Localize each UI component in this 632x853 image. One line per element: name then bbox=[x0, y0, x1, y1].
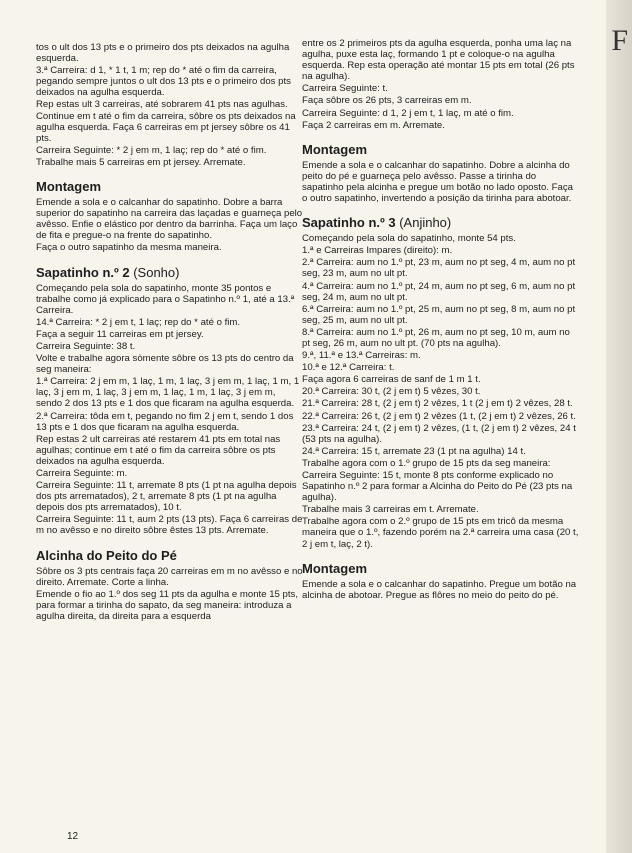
paragraph: 1.ª Carreira: 2 j em m, 1 laç, 1 m, 1 laç, 3 j em m, 1 laç, 1 m, 1 laç, 3 j em m, 1 laç, 3 j em m, 1 laç, 1 m, 1 laç, 3 j em m, sendo 2 dos 13 pts e 1 dos que ficaram na agulha esquerda. bbox=[36, 376, 300, 410]
page-number: 12 bbox=[67, 831, 79, 842]
paragraph: 4.ª Carreira: aum no 1.º pt, 24 m, aum no pt seg, 6 m, aum no pt seg, 24 m, aum no ult pt. bbox=[302, 280, 576, 303]
paragraph: Faça 2 carreiras em m. Arremate. bbox=[302, 119, 445, 131]
paragraph: Carreira Seguinte: 11 t, arremate 8 pts (1 pt na agulha depois dos pts arrematados), 2 t, arremate 8 pts (1 pt na agulha depois dos pts arrematados), 10 t. bbox=[36, 480, 297, 514]
paragraph: Carreira Seguinte: * 2 j em m, 1 laç; rep do * até o fim. bbox=[36, 144, 267, 156]
section-heading-alcinha: Alcinha do Peito do Pé bbox=[36, 547, 177, 563]
paragraph: Carreira Seguinte: 15 t, monte 8 pts conforme explicado no Sapatinho n.º 2 para formar a Alcinha do Peito do Pé (23 pts na agulha). bbox=[302, 470, 573, 504]
right-column bbox=[302, 38, 580, 602]
paragraph: 2.ª Carreira: tôda em t, pegando no fim 2 j em t, sendo 1 dos 13 pts e 1 dos que ficaram na agulha esquerda. bbox=[36, 410, 294, 433]
paragraph: Trabalhe mais 5 carreiras em pt jersey. Arremate. bbox=[36, 156, 246, 168]
paragraph: Carreira Seguinte: d 1, 2 j em t, 1 laç, m até o fim. bbox=[302, 107, 514, 119]
paragraph: Carreira Seguinte: t. bbox=[302, 83, 388, 95]
paragraph: Rep estas ult 3 carreiras, até sobrarem 41 pts nas agulhas. Continue em t até o fim da carreira, sôbre os pts deixados na agulha esquerda. Faça 6 carreiras em pt jersey sôbre os 41 pts. bbox=[36, 99, 296, 144]
paragraph: Começando pela sola do sapatinho, monte 54 pts. bbox=[302, 233, 516, 245]
paragraph: Faça o outro sapatinho da mesma maneira. bbox=[36, 242, 222, 254]
paragraph: 8.ª Carreira: aum no 1.º pt, 26 m, aum no pt seg, 10 m, aum no pt seg, 26 m, aum no ult pt. (70 pts na agulha). bbox=[302, 326, 570, 349]
section-heading-sapatinho-3 bbox=[302, 215, 580, 230]
paragraph: 24.ª Carreira: 15 t, arremate 23 (1 pt na agulha) 14 t. bbox=[302, 445, 526, 457]
section-heading-sapatinho-2 bbox=[36, 265, 304, 280]
paragraph: Sôbre os 3 pts centrais faça 20 carreiras em m no avêsso e no direito. Arremate. Corte a linha. bbox=[36, 565, 303, 588]
heading-title: Sapatinho n.º 2 bbox=[36, 264, 130, 280]
paragraph: tos o ult dos 13 pts e o primeiro dos pts deixados na agulha esquerda. bbox=[36, 42, 290, 65]
paragraph: Trabalhe agora com o 1.º grupo de 15 pts da seg maneira: bbox=[302, 457, 551, 469]
paragraph: Emende a sola e o calcanhar do sapatinho. Pregue um botão na alcinha de abotoar. Pregue as flôres no meio do peito do pé. bbox=[302, 578, 577, 601]
heading-subtitle: (Sonho) bbox=[133, 264, 180, 280]
adjacent-page-edge bbox=[606, 0, 632, 853]
paragraph: Emende o fio ao 1.º dos seg 11 pts da agulha e monte 15 pts, para formar a tirinha do sapato, da seg maneira: introduza a agulha direita, da direita para a esquerda bbox=[36, 588, 299, 622]
paragraph: 1.ª e Carreiras Impares (direito): m. bbox=[302, 245, 453, 257]
paragraph: Carreira Seguinte: 38 t. bbox=[36, 340, 136, 352]
paragraph: Faça sôbre os 26 pts, 3 carreiras em m. bbox=[302, 95, 472, 107]
paragraph: 3.ª Carreira: d 1, * 1 t, 1 m; rep do * até o fim da carreira, pegando sempre juntos o ult dos 13 pts e o primeiro dos pts deixados na agulha esquerda. bbox=[36, 65, 291, 99]
heading-subtitle: (Anjinho) bbox=[399, 215, 452, 231]
section-heading-montagem: Montagem bbox=[302, 141, 367, 157]
paragraph: Carreira Seguinte: 11 t, aum 2 pts (13 pts). Faça 6 carreiras de m no avêsso e no direito sôbre êstes 13 pts. Arremate. bbox=[36, 514, 303, 537]
paragraph: Rep estas 2 ult carreiras até restarem 41 pts em total nas agulhas; continue em t até o fim da carreira sôbre os pts deixados na agulha esquerda. bbox=[36, 433, 281, 467]
paragraph: 14.ª Carreira: * 2 j em t, 1 laç; rep do * até o fim. bbox=[36, 316, 241, 328]
section-heading-montagem: Montagem bbox=[36, 179, 101, 195]
paragraph: 9.ª, 11.ª e 13.ª Carreiras: m. bbox=[302, 350, 421, 362]
left-column bbox=[36, 42, 304, 623]
paragraph: Trabalhe agora com o 2.º grupo de 15 pts em tricô da mesma maneira que o 1.º, fazendo porém na 2.ª carreira uma casa (20 t, 2 j em t, laç, 2 t). bbox=[302, 516, 579, 550]
section-heading-montagem: Montagem bbox=[302, 560, 367, 576]
paragraph: Trabalhe mais 3 carreiras em t. Arremate. bbox=[302, 504, 479, 516]
paragraph: 20.ª Carreira: 30 t, (2 j em t) 5 vêzes, 30 t. bbox=[302, 386, 481, 398]
paragraph: 21.ª Carreira: 28 t, (2 j em t) 2 vêzes, 1 t (2 j em t) 2 vêzes, 28 t. bbox=[302, 398, 573, 410]
paragraph: Emende a sola e o calcanhar do sapatinho. Dobre a alcinha do peito do pé e guarneça pelo avêsso. Passe a tirinha do sapatinho pela alcinha e pregue um botão no lado oposto. Faça o outro sapatinho, invertendo a posição da tirinha para abotoar. bbox=[302, 159, 573, 205]
paragraph: 10.ª e 12.ª Carreira: t. bbox=[302, 362, 395, 374]
paragraph: 22.ª Carreira: 26 t, (2 j em t) 2 vêzes (1 t, (2 j em t) 2 vêzes, 26 t. bbox=[302, 410, 576, 422]
paragraph: 6.ª Carreira: aum no 1.º pt, 25 m, aum no pt seg, 8 m, aum no pt seg, 25 m, aum no ult pt. bbox=[302, 303, 576, 326]
paragraph: entre os 2 primeiros pts da agulha esquerda, ponha uma laç na agulha, puxe esta laç, formando 1 pt e coloque-o na agulha esquerda. Rep esta operação até montar 15 pts em total (26 pts na agulha). bbox=[302, 38, 575, 83]
paragraph: Emende a sola e o calcanhar do sapatinho. Dobre a barra superior do sapatinho na carreira das laçadas e guarneça pelo avêsso. Enfie o elástico por dentro da barrinha. Faça um laço de fita e pregue-o na frente do sapatinho. bbox=[36, 197, 303, 242]
paragraph: 23.ª Carreira: 24 t, (2 j em t) 2 vêzes, (1 t, (2 j em t) 2 vêzes, 24 t (53 pts na agulha). bbox=[302, 422, 576, 445]
paragraph: Faça agora 6 carreiras de sanf de 1 m 1 t. bbox=[302, 374, 481, 386]
paragraph: Volte e trabalhe agora sòmente sôbre os 13 pts do centro da seg maneira: bbox=[36, 353, 294, 376]
paragraph: Carreira Seguinte: m. bbox=[36, 468, 128, 479]
paragraph: Começando pela sola do sapatinho, monte 35 pontos e trabalhe como já explicado para o Sapatinho n.º 1, até a 13.ª Carreira. bbox=[36, 282, 295, 316]
heading-title: Sapatinho n.º 3 bbox=[302, 215, 396, 231]
paragraph: Faça a seguir 11 carreiras em pt jersey. bbox=[36, 328, 204, 340]
adjacent-page-letter: F bbox=[611, 24, 628, 57]
paragraph: 2.ª Carreira: aum no 1.º pt, 23 m, aum no pt seg, 4 m, aum no pt seg, 23 m, aum no ult pt. bbox=[302, 257, 576, 280]
